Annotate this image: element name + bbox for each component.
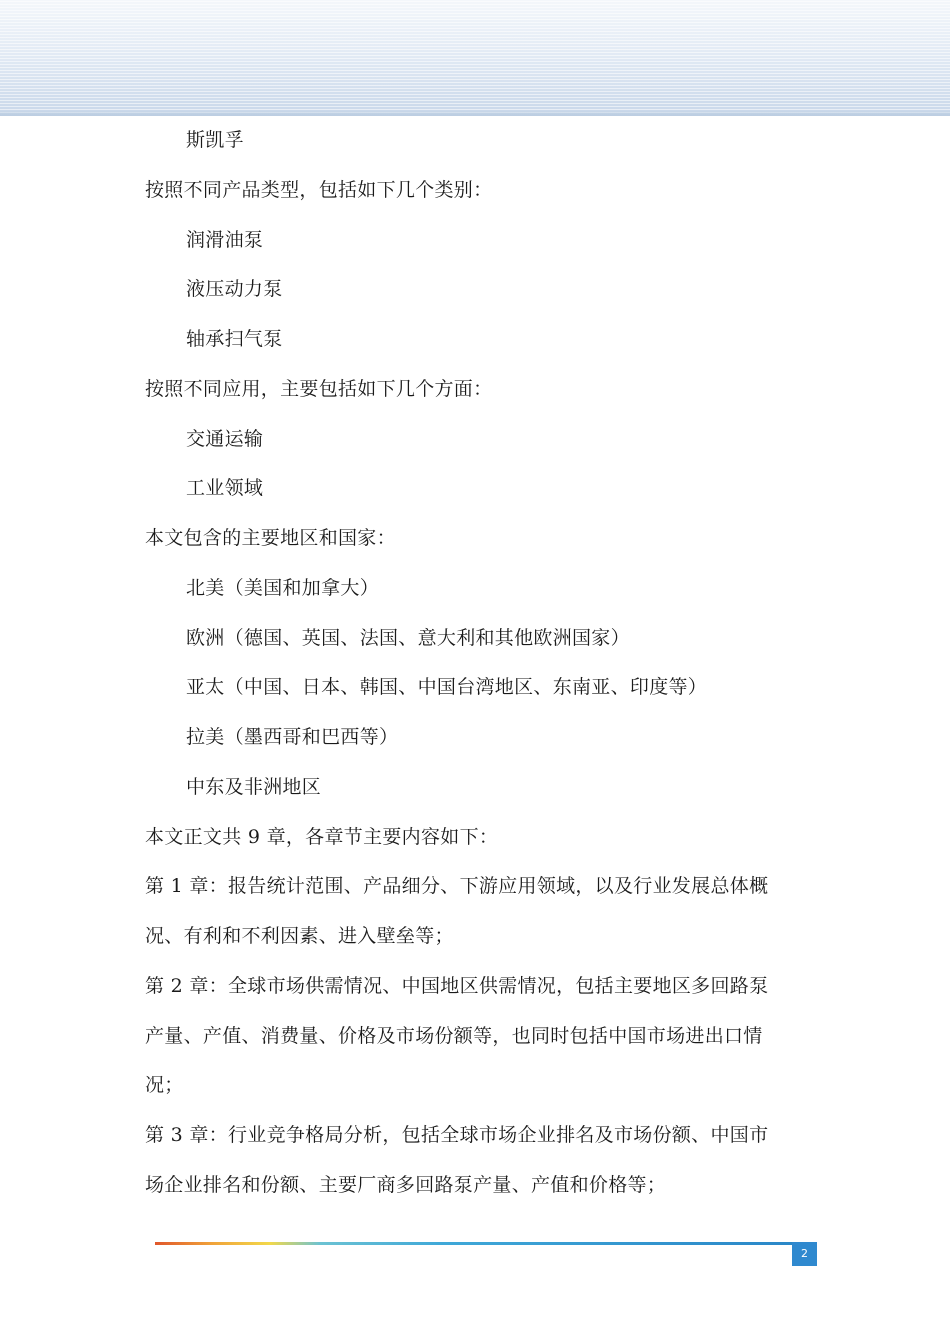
list-item: 亚太（中国、日本、韩国、中国台湾地区、东南亚、印度等） xyxy=(186,676,708,698)
paragraph: 第 1 章：报告统计范围、产品细分、下游应用领域，以及行业发展总体概 xyxy=(145,875,769,897)
list-item: 液压动力泵 xyxy=(186,278,283,300)
list-item: 交通运输 xyxy=(186,428,264,450)
paragraph: 况； xyxy=(145,1074,184,1096)
paragraph: 况、有利和不利因素、进入壁垒等； xyxy=(145,925,454,947)
list-item: 北美（美国和加拿大） xyxy=(186,577,380,599)
paragraph: 第 3 章：行业竞争格局分析，包括全球市场企业排名及市场份额、中国市 xyxy=(145,1124,769,1146)
paragraph: 场企业排名和份额、主要厂商多回路泵产量、产值和价格等； xyxy=(145,1174,667,1196)
list-item: 润滑油泵 xyxy=(186,229,264,251)
paragraph: 本文包含的主要地区和国家： xyxy=(145,527,396,549)
page-number-badge: 2 xyxy=(792,1242,817,1266)
paragraph: 按照不同产品类型，包括如下几个类别： xyxy=(145,179,493,201)
paragraph: 第 2 章：全球市场供需情况、中国地区供需情况，包括主要地区多回路泵 xyxy=(145,975,769,997)
list-item: 工业领域 xyxy=(186,477,264,499)
page-header-band xyxy=(0,0,950,116)
list-item: 轴承扫气泵 xyxy=(186,328,283,350)
list-item: 拉美（墨西哥和巴西等） xyxy=(186,726,399,748)
list-item: 欧洲（德国、英国、法国、意大利和其他欧洲国家） xyxy=(186,627,630,649)
paragraph: 产量、产值、消费量、价格及市场份额等，也同时包括中国市场进出口情 xyxy=(145,1025,763,1047)
list-item: 中东及非洲地区 xyxy=(186,776,322,798)
footer-gradient-rule xyxy=(155,1242,792,1245)
paragraph: 本文正文共 9 章，各章节主要内容如下： xyxy=(145,826,499,848)
paragraph: 按照不同应用，主要包括如下几个方面： xyxy=(145,378,493,400)
list-item: 斯凯孚 xyxy=(186,129,244,151)
